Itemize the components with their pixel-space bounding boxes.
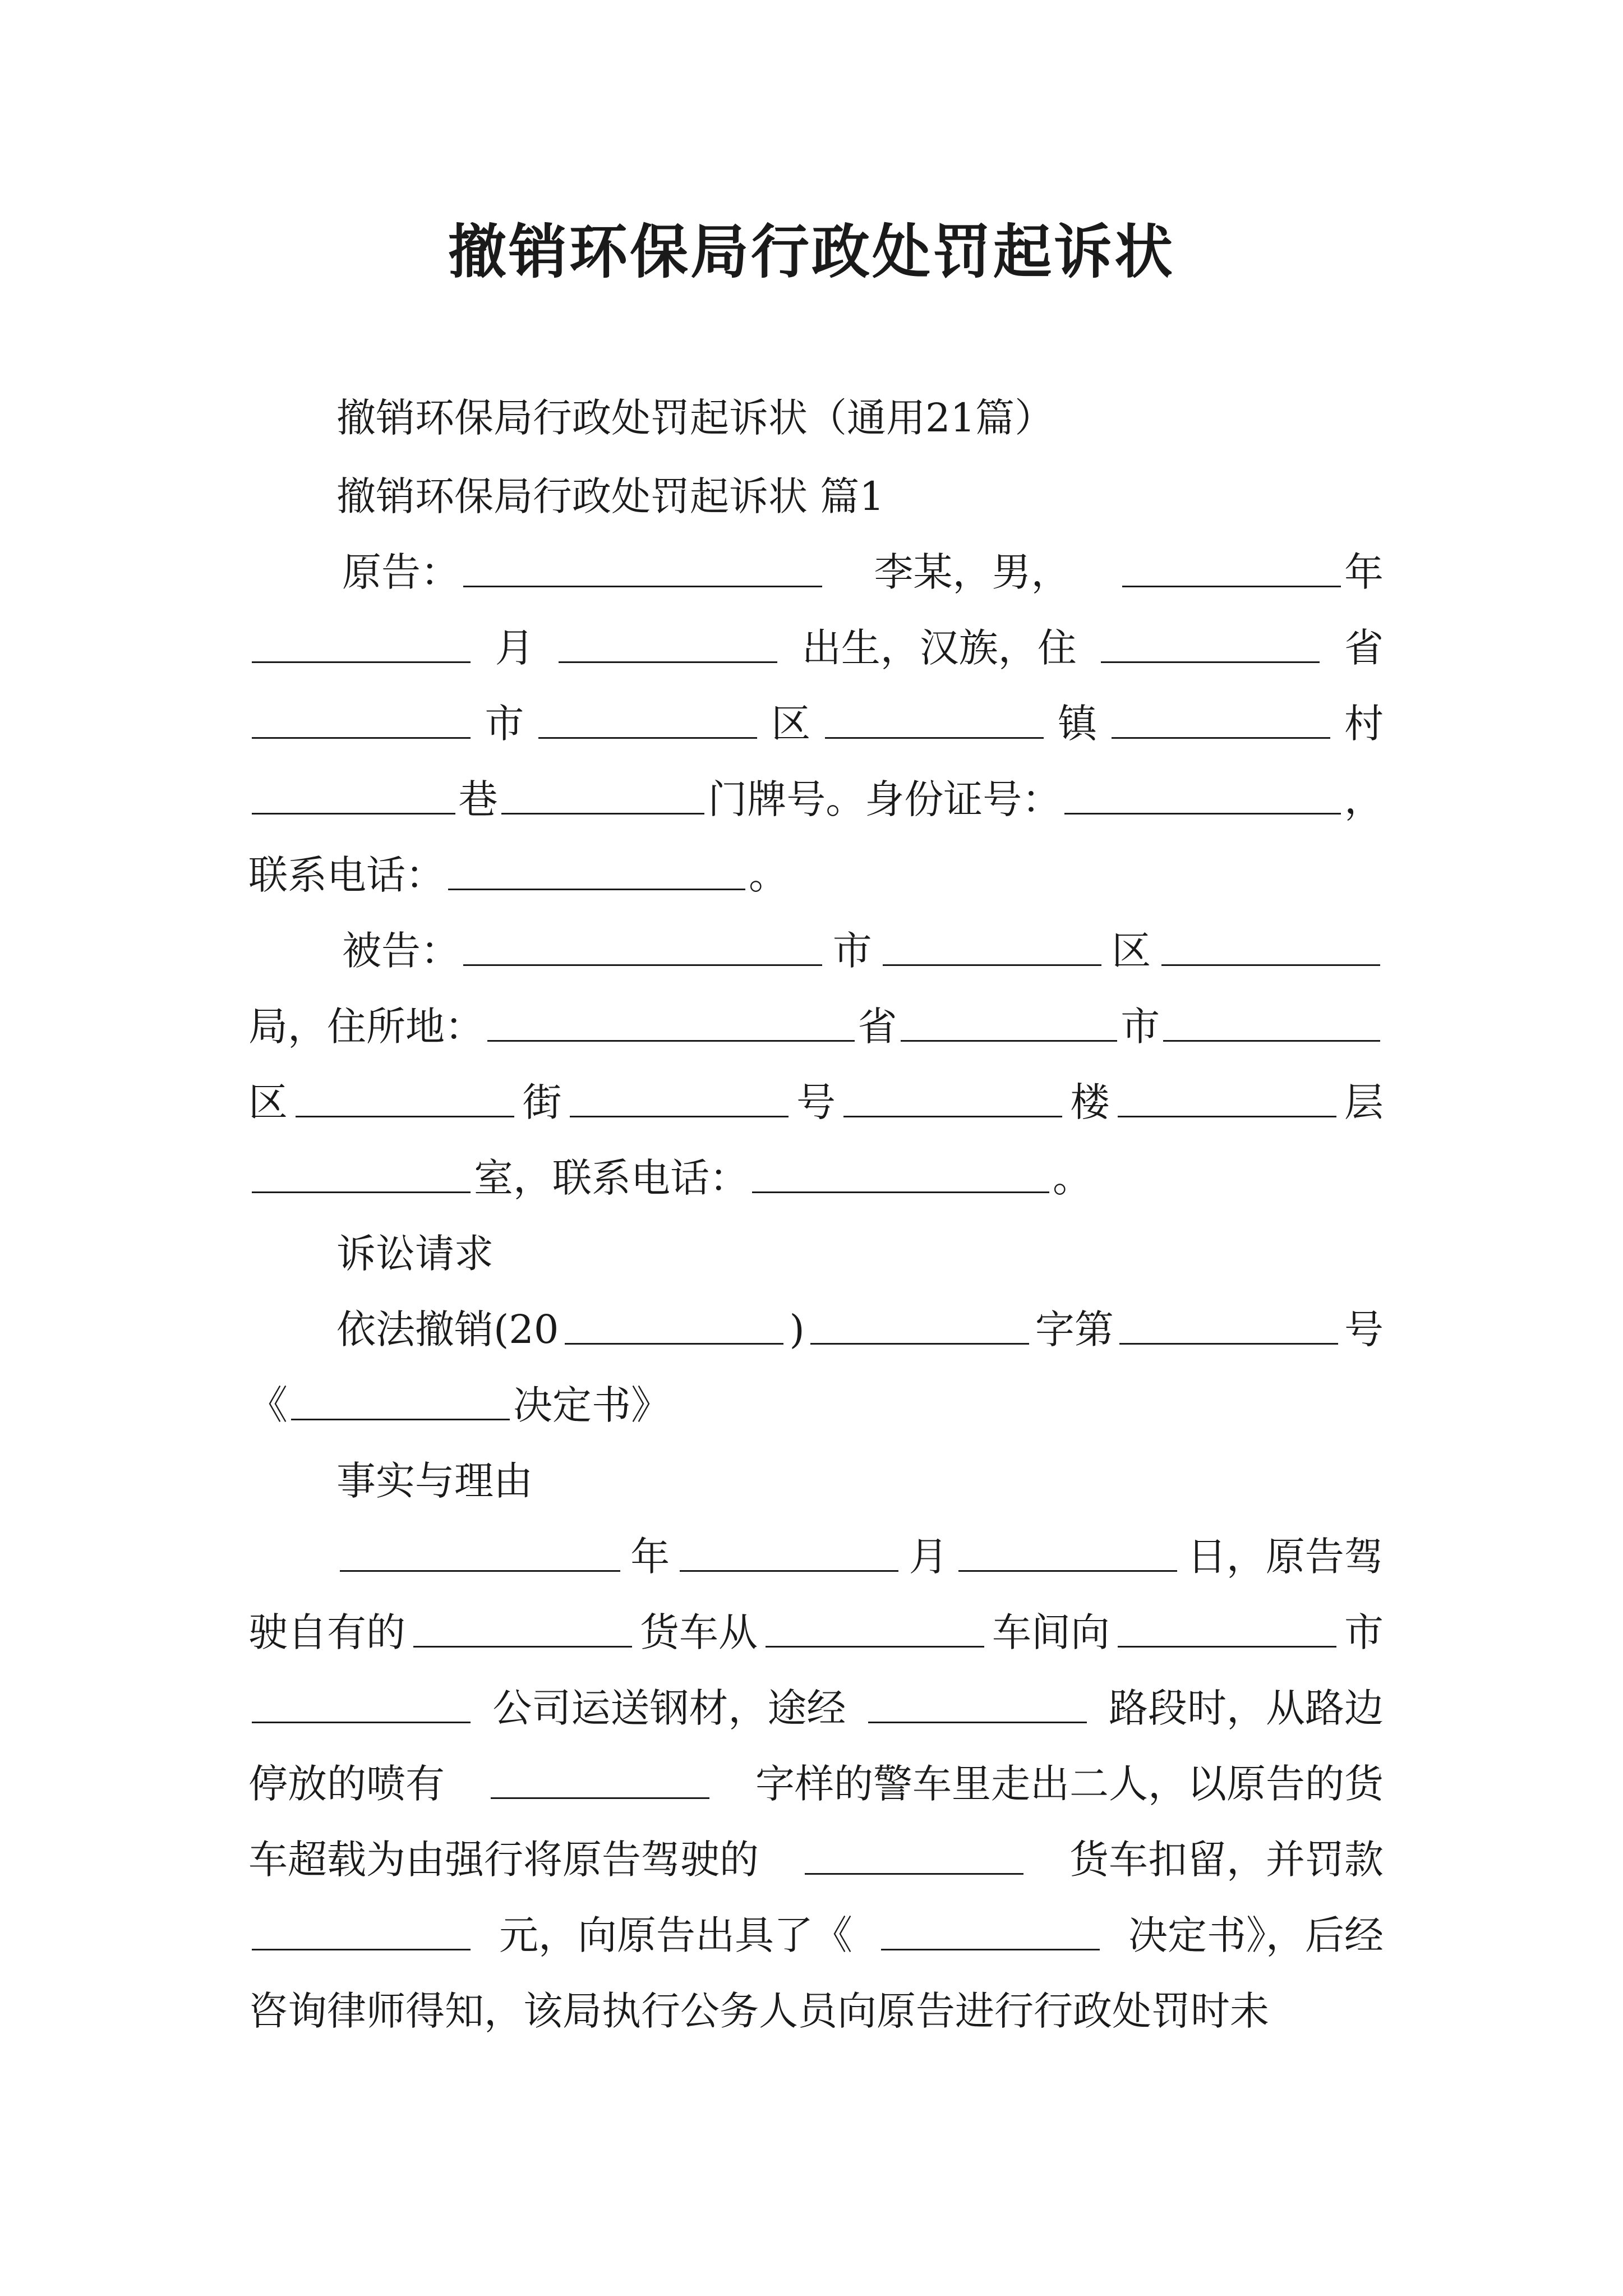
blank-field — [252, 659, 471, 663]
blank-field — [413, 1644, 632, 1648]
facts-l5b: 货车扣留，并罚款 — [1069, 1837, 1384, 1883]
plaintiff-month-label: 月 — [495, 625, 534, 671]
defendant-line-1 — [342, 892, 1384, 974]
blank-field — [538, 735, 757, 739]
blank-field — [296, 1114, 514, 1117]
defendant-building-label: 楼 — [1070, 1079, 1110, 1125]
defendant-floor-label: 层 — [1344, 1079, 1384, 1125]
defendant-district2-label: 区 — [248, 1079, 288, 1125]
plaintiff-year-label: 年 — [1344, 549, 1384, 595]
blank-field — [901, 1038, 1118, 1042]
blank-field — [291, 1416, 510, 1420]
facts-l6b: 决定书》，后经 — [1128, 1912, 1384, 1958]
blank-field — [825, 735, 1044, 739]
defendant-street-label: 街 — [522, 1079, 562, 1125]
document-title: 撤销环保局行政处罚起诉状 — [448, 218, 1175, 286]
facts-heading: 事实与理由 — [336, 1458, 533, 1504]
plaintiff-line-2 — [248, 589, 1384, 671]
plaintiff-town-label: 镇 — [1058, 701, 1098, 747]
blank-field — [1119, 1341, 1338, 1345]
plaintiff-line-1 — [342, 513, 1384, 595]
claims-heading: 诉讼请求 — [336, 1231, 494, 1277]
claims-text-d: 号 — [1344, 1306, 1384, 1352]
blank-field — [487, 1038, 855, 1042]
facts-line-1 — [336, 1498, 1384, 1580]
defendant-province-label: 省 — [857, 1004, 897, 1050]
blank-field — [766, 1644, 984, 1648]
blank-field — [501, 811, 705, 815]
facts-l7: 咨询律师得知，该局执行公务人员向原告进行行政处罚时未 — [248, 1988, 1269, 2034]
blank-field — [252, 1719, 471, 1723]
blank-field — [680, 1568, 898, 1572]
claims-text-b: ) — [789, 1306, 805, 1352]
facts-heading-line — [336, 1422, 1384, 1504]
blank-field — [1163, 1038, 1380, 1042]
facts-l3a: 公司运送钢材，途经 — [492, 1685, 846, 1731]
defendant-city2-label: 市 — [1121, 1004, 1160, 1050]
claims-text-a: 依法撤销(20 — [336, 1306, 559, 1352]
plaintiff-village-label: 村 — [1344, 701, 1384, 747]
blank-field — [752, 1189, 1049, 1193]
blank-field — [881, 1947, 1100, 1950]
blank-field — [810, 1341, 1029, 1345]
facts-l4b: 字样的警车里走出二人，以原告的货 — [755, 1761, 1384, 1807]
blank-field — [463, 583, 822, 587]
plaintiff-line-4 — [248, 740, 1384, 822]
facts-month-label: 月 — [909, 1534, 948, 1580]
subtitle-line — [336, 359, 1402, 441]
facts-l3b: 路段时，从路边 — [1108, 1685, 1384, 1731]
plaintiff-line-3 — [248, 665, 1384, 747]
blank-field — [1064, 811, 1341, 815]
facts-line-4 — [248, 1725, 1384, 1807]
claims-line-1 — [336, 1271, 1384, 1352]
blank-field — [868, 1719, 1087, 1723]
section-heading: 撤销环保局行政处罚起诉状 篇1 — [336, 473, 884, 519]
plaintiff-born-text: 出生，汉族，住 — [801, 625, 1077, 671]
blank-field — [1118, 1644, 1336, 1648]
facts-l5a: 车超载为由强行将原告驾驶的 — [248, 1837, 759, 1883]
facts-year-label: 年 — [630, 1534, 670, 1580]
plaintiff-city-label: 市 — [485, 701, 524, 747]
blank-field — [1161, 962, 1380, 966]
facts-l2a: 驶自有的 — [248, 1609, 405, 1655]
blank-field — [448, 886, 745, 890]
plaintiff-label: 原告： — [342, 549, 460, 595]
blank-field — [252, 735, 471, 739]
plaintiff-phone-label: 联系电话： — [248, 852, 445, 898]
blank-field — [559, 659, 777, 663]
facts-line-6 — [248, 1876, 1384, 1958]
facts-line-3 — [248, 1649, 1384, 1731]
blank-field — [565, 1341, 783, 1345]
blank-field — [883, 962, 1101, 966]
defendant-district-label: 区 — [1112, 928, 1151, 974]
facts-l2d: 市 — [1344, 1609, 1384, 1655]
period: 。 — [749, 852, 788, 898]
blank-field — [958, 1568, 1177, 1572]
facts-line-5 — [248, 1801, 1384, 1883]
plaintiff-name-sex: 李某，男， — [874, 549, 1071, 595]
blank-field — [340, 1568, 620, 1572]
comma: ， — [1344, 776, 1384, 822]
defendant-line-4 — [248, 1119, 1384, 1201]
defendant-number-label: 号 — [796, 1079, 836, 1125]
defendant-address-label: 局，住所地： — [248, 1004, 484, 1050]
facts-line-2 — [248, 1573, 1384, 1655]
blank-field — [1118, 1114, 1336, 1117]
defendant-line-2 — [248, 968, 1384, 1050]
defendant-city-label: 市 — [832, 928, 872, 974]
facts-l4a: 停放的喷有 — [248, 1761, 445, 1807]
blank-field — [1112, 735, 1330, 739]
plaintiff-id-label: 门牌号。身份证号： — [708, 776, 1062, 822]
claims-text-e: 《 — [248, 1382, 288, 1428]
plaintiff-lane-label: 巷 — [458, 776, 498, 822]
subtitle: 撤销环保局行政处罚起诉状（通用21篇） — [336, 395, 1054, 441]
claims-text-f: 决定书》 — [513, 1382, 670, 1428]
blank-field — [570, 1114, 789, 1117]
blank-field — [252, 811, 455, 815]
blank-field — [843, 1114, 1062, 1117]
plaintiff-district-label: 区 — [771, 701, 811, 747]
blank-field — [1122, 583, 1341, 587]
facts-day-text: 日，原告驾 — [1187, 1534, 1384, 1580]
blank-field — [1101, 659, 1320, 663]
facts-l2c: 车间向 — [992, 1609, 1110, 1655]
blank-field — [463, 962, 822, 966]
defendant-room-phone-label: 室，联系电话： — [474, 1155, 749, 1201]
plaintiff-line-5 — [248, 816, 1384, 898]
facts-l2b: 货车从 — [640, 1609, 758, 1655]
blank-field — [805, 1871, 1023, 1875]
claims-heading-line — [336, 1195, 1384, 1277]
blank-field — [252, 1189, 471, 1193]
claims-text-c: 字第 — [1035, 1306, 1114, 1352]
section-heading-line — [336, 438, 1402, 519]
facts-l6a: 元，向原告出具了《 — [499, 1912, 852, 1958]
defendant-label: 被告： — [342, 928, 460, 974]
facts-line-7 — [248, 1952, 1384, 2034]
defendant-line-3 — [248, 1043, 1384, 1125]
plaintiff-province-label: 省 — [1344, 625, 1384, 671]
blank-field — [252, 1947, 471, 1950]
blank-field — [491, 1795, 709, 1799]
period: 。 — [1053, 1155, 1092, 1201]
claims-line-2 — [248, 1346, 1384, 1428]
